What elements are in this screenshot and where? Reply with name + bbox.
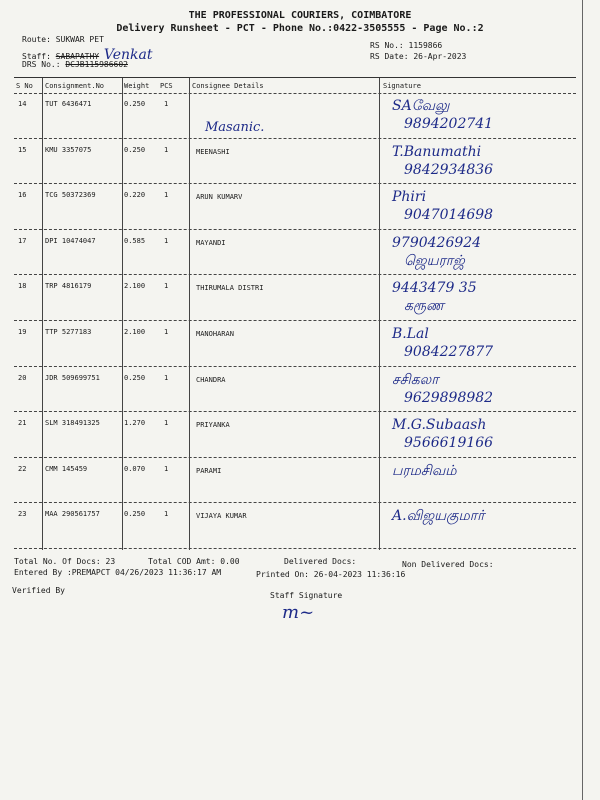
row-separator <box>14 320 576 321</box>
row-signature-phone: 9894202741 <box>404 116 494 132</box>
row-signature-phone: 9842934836 <box>404 162 494 178</box>
row-sno: 19 <box>18 328 27 336</box>
row-consignment-no: JDR 509699751 <box>45 374 100 382</box>
row-consignment-no: MAA 290561757 <box>45 510 100 518</box>
row-separator <box>14 548 576 549</box>
row-consignee: CHANDRA <box>196 376 226 384</box>
row-sno: 14 <box>18 100 27 108</box>
staff-struck-name: SABAPATHY <box>55 52 100 61</box>
row-signature: சசிகலா <box>392 372 439 388</box>
row-pcs: 1 <box>164 328 169 336</box>
column-header-consignment: Consignment.No <box>45 82 105 90</box>
staff-signature-mark: m~ <box>282 602 315 623</box>
row-signature-phone: 9566619166 <box>404 435 494 451</box>
column-header-consignee: Consignee Details <box>192 82 264 90</box>
row-separator <box>14 457 576 458</box>
row-weight: 0.070 <box>124 465 146 473</box>
column-header-signature: Signature <box>383 82 421 90</box>
row-weight: 0.250 <box>124 374 146 382</box>
row-consignment-no: CMM 145459 <box>45 465 88 473</box>
row-consignment-no: TCG 50372369 <box>45 191 96 199</box>
row-weight: 0.250 <box>124 100 146 108</box>
row-consignee: MEENASHI <box>196 148 230 156</box>
row-separator <box>14 229 576 230</box>
row-consignee: MAYANDI <box>196 239 226 247</box>
column-divider <box>189 78 190 550</box>
staff-label: Staff: <box>22 52 51 61</box>
column-divider <box>122 78 123 550</box>
row-consignment-no: TRP 4816179 <box>45 282 92 290</box>
row-consignment-no: KMU 3357075 <box>45 146 92 154</box>
row-weight: 2.100 <box>124 328 146 336</box>
row-signature: A.விஜயகுமார் <box>392 508 485 524</box>
row-signature: M.G.Subaash <box>392 417 487 433</box>
column-header-sno: S No <box>16 82 33 90</box>
row-consignee: ARUN KUMARV <box>196 193 243 201</box>
row-pcs: 1 <box>164 374 169 382</box>
row-weight: 0.585 <box>124 237 146 245</box>
rs-number: RS No.: 1159866 <box>370 41 443 50</box>
row-consignee: VIJAYA KUMAR <box>196 512 247 520</box>
drs-value: DCJB115986602 <box>65 60 128 69</box>
row-consignment-no: DPI 10474047 <box>45 237 96 245</box>
row-sno: 17 <box>18 237 27 245</box>
row-signature: Phiri <box>392 189 427 205</box>
row-weight: 0.250 <box>124 146 146 154</box>
column-divider <box>42 78 43 550</box>
delivered-docs: Delivered Docs: <box>284 557 357 566</box>
row-pcs: 1 <box>164 282 169 290</box>
row-pcs: 1 <box>164 419 169 427</box>
row-separator <box>14 411 576 412</box>
row-consignee: MANOHARAN <box>196 330 234 338</box>
document-subtitle: Delivery Runsheet - PCT - Phone No.:0422-3505555 - Page No.:2 <box>116 23 484 34</box>
row-signature: பரமசிவம் <box>392 463 457 479</box>
row-pcs: 1 <box>164 510 169 518</box>
row-consignee: THIRUMALA DISTRI <box>196 284 264 292</box>
row-pcs: 1 <box>164 146 169 154</box>
table-top-rule <box>14 77 576 78</box>
row-sno: 23 <box>18 510 27 518</box>
route-label: Route: SUKWAR PET <box>22 35 104 44</box>
row-weight: 1.270 <box>124 419 146 427</box>
row-sno: 22 <box>18 465 27 473</box>
staff-signature-label: Staff Signature <box>270 591 343 600</box>
drs-label: DRS No.: <box>22 60 61 69</box>
row-consignment-no: TTP 5277183 <box>45 328 92 336</box>
row-signature-phone: 9629898982 <box>404 390 494 406</box>
row-signature: T.Banumathi <box>392 144 482 160</box>
column-header-weight: Weight <box>124 82 150 90</box>
row-pcs: 1 <box>164 191 169 199</box>
row-signature: SAவேலு <box>392 98 450 114</box>
row-separator <box>14 502 576 503</box>
row-consignee: PARAMI <box>196 467 222 475</box>
non-delivered-docs: Non Delivered Docs: <box>402 560 494 569</box>
row-separator <box>14 274 576 275</box>
row-signature-phone: 9084227877 <box>404 344 494 360</box>
table-header-rule <box>14 93 576 94</box>
page-edge-line <box>582 0 583 800</box>
printed-on: Printed On: 26-04-2023 11:36:16 <box>256 570 406 579</box>
rs-date: RS Date: 26-Apr-2023 <box>370 52 467 61</box>
row-separator <box>14 183 576 184</box>
row-weight: 0.250 <box>124 510 146 518</box>
row-signature-phone: 9047014698 <box>404 207 494 223</box>
staff-handwritten-name: Venkat <box>103 47 153 63</box>
row-weight: 0.220 <box>124 191 146 199</box>
drs-field <box>22 60 128 69</box>
row-separator <box>14 366 576 367</box>
row-pcs: 1 <box>164 237 169 245</box>
row-signature: B.Lal <box>392 326 429 342</box>
row-signature: 9443479 35 <box>392 280 477 296</box>
row-sno: 20 <box>18 374 27 382</box>
total-docs: Total No. Of Docs: 23 <box>14 557 116 566</box>
row-weight: 2.100 <box>124 282 146 290</box>
entered-by: Entered By :PREMAPCT 04/26/2023 11:36:17 AM <box>14 568 222 577</box>
row-consignee: PRIYANKA <box>196 421 230 429</box>
row-consignment-no: SLM 318491325 <box>45 419 100 427</box>
column-header-pcs: PCS <box>160 82 173 90</box>
row-separator <box>14 138 576 139</box>
row-handwritten-note: Masanic. <box>205 120 265 135</box>
row-consignment-no: TUT 6436471 <box>45 100 92 108</box>
row-sno: 15 <box>18 146 27 154</box>
row-sno: 16 <box>18 191 27 199</box>
row-pcs: 1 <box>164 100 169 108</box>
row-sno: 18 <box>18 282 27 290</box>
row-sno: 21 <box>18 419 27 427</box>
verified-by: Verified By <box>12 586 65 595</box>
row-pcs: 1 <box>164 465 169 473</box>
column-divider <box>379 78 380 550</box>
row-signature: 9790426924 <box>392 235 482 251</box>
total-cod: Total COD Amt: 0.00 <box>148 557 240 566</box>
row-signature-phone: ஜெயராஜ் <box>404 253 465 269</box>
document-title: THE PROFESSIONAL COURIERS, COIMBATORE <box>188 10 412 21</box>
row-signature-phone: கரூண <box>404 298 444 314</box>
